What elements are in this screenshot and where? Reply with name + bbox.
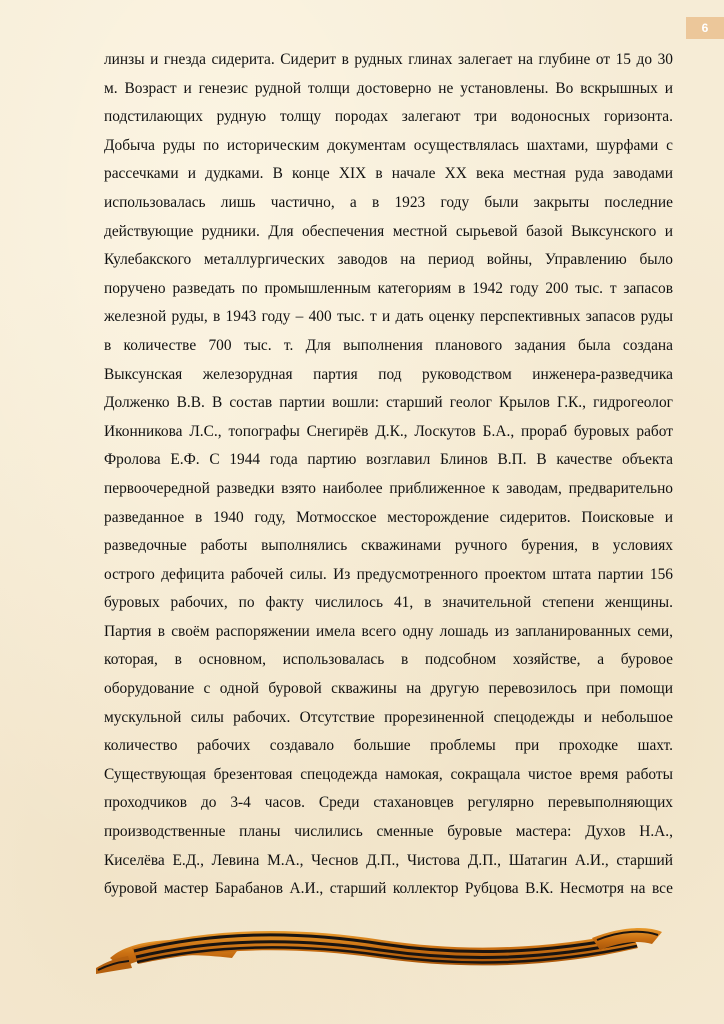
text-line: первоочередной разведки взято наиболее приближенное к заводам, предварительно [104, 479, 673, 497]
text-line: разведанное в 1940 году, Мотмосское месторождение сидеритов. Поисковые и [104, 508, 673, 526]
text-line: железной руды, в 1943 году – 400 тыс. т и дать оценку перспективных запасов руды [104, 308, 673, 326]
text-line: Фролова Е.Ф. С 1944 года партию возглавил Блинов В.П. В качестве объекта [104, 451, 673, 469]
text-line: линзы и гнезда сидерита. Сидерит в рудных глинах залегает на глубине от 15 до 30 [104, 51, 673, 68]
page-number-badge [686, 17, 724, 39]
text-line: разведочные работы выполнялись скважинами ручного бурения, в условиях [104, 537, 673, 555]
text-line: Киселёва Е.Д., Левина М.А., Чеснов Д.П., Чистова Д.П., Шатагин А.И., старший [104, 851, 673, 869]
body-text [104, 46, 673, 904]
text-line: поручено разведать по промышленным категориям в 1942 году 200 тыс. т запасов [104, 279, 673, 297]
text-line: Существующая брезентовая спецодежда намокая, сокращала чистое время работы [104, 765, 673, 783]
text-line: проходчиков до 3-4 часов. Среди стахановцев регулярно перевыполняющих [104, 794, 673, 812]
text-line: Партия в своём распоряжении имела всего одну лошадь из запланированных семи, [104, 622, 673, 640]
text-line: в количестве 700 тыс. т. Для выполнения планового задания была создана [104, 336, 673, 354]
text-line: действующие рудники. Для обеспечения местной сырьевой базой Выксунского и [104, 222, 673, 240]
text-line: мускульной силы рабочих. Отсутствие прорезиненной спецодежды и небольшое [104, 708, 673, 726]
text-line: производственные планы числились сменные буровые мастера: Духов Н.А., [104, 823, 673, 841]
text-line: рассечками и дудками. В конце XIX в начале XX века местная руда заводами [104, 165, 673, 183]
text-line: буровых рабочих, по факту числилось 41, в значительной степени женщины. [104, 594, 673, 612]
text-line: острого дефицита рабочей силы. Из предусмотренного проектом штата партии 156 [104, 565, 673, 583]
st-george-ribbon-icon [92, 918, 666, 978]
text-line: Иконникова Л.С., топографы Снегирёв Д.К., Лоскутов Б.А., прораб буровых работ [104, 422, 673, 440]
text-line: Выксунская железорудная партия под руководством инженера-разведчика [104, 365, 673, 383]
text-line: количество рабочих создавало большие проблемы при проходке шахт. [104, 737, 673, 755]
text-line: буровой мастер Барабанов А.И., старший коллектор Рубцова В.К. Несмотря на все [104, 880, 673, 898]
page-number: 6 [701, 21, 709, 35]
text-line: м. Возраст и генезис рудной толщи достоверно не установлены. Во вскрышных и [104, 79, 673, 97]
text-line: Долженко В.В. В состав партии вошли: старший геолог Крылов Г.К., гидрогеолог [104, 394, 673, 412]
text-line: которая, в основном, использовалась в подсобном хозяйстве, а буровое [104, 651, 673, 669]
text-line: Кулебакского металлургических заводов на период войны, Управлению было [104, 251, 673, 269]
text-line: оборудование с одной буровой скважины на другую перевозилось при помощи [104, 680, 673, 698]
text-line: подстилающих рудную толщу породах залегают три водоносных горизонта. [104, 108, 673, 126]
text-line: использовалась лишь частично, а в 1923 году были закрыты последние [104, 193, 673, 211]
text-line: Добыча руды по историческим документам осуществлялась шахтами, шурфами с [104, 136, 673, 154]
